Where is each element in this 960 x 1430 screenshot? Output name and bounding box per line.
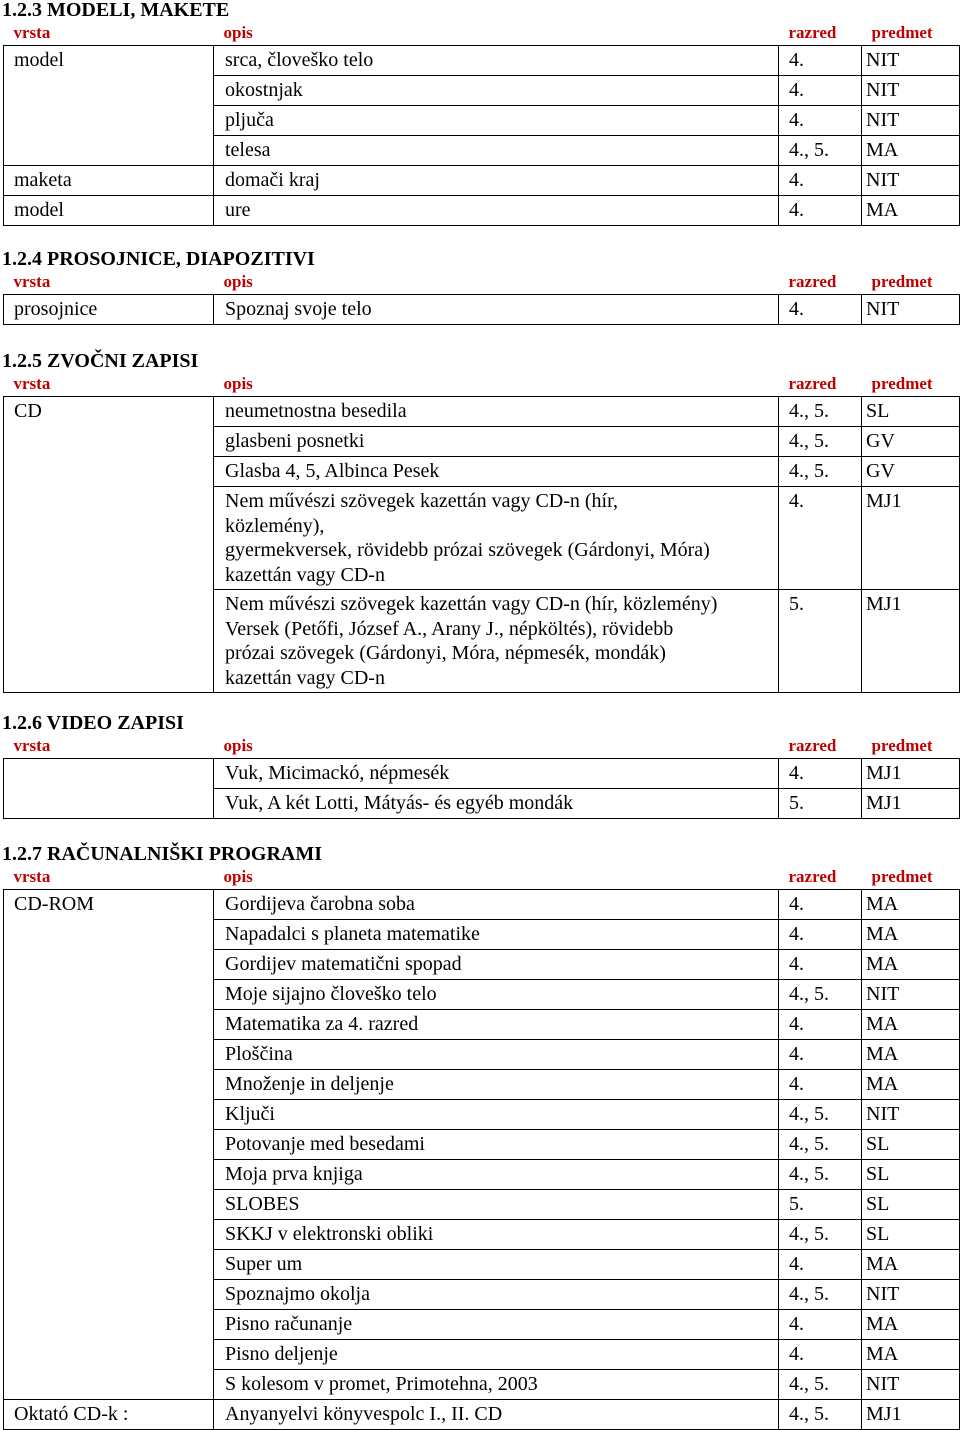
table-row (4, 1070, 960, 1100)
header-vrsta: vrsta (13, 23, 51, 42)
cell-vrsta (4, 457, 214, 487)
cell-predmet: SL (862, 1130, 960, 1160)
cell-razred: 4. (779, 487, 862, 590)
cell-vrsta (4, 1040, 214, 1070)
cell-opis: okostnjak (214, 76, 779, 106)
cell-razred: 4., 5. (779, 397, 862, 427)
cell-opis: SKKJ v elektronski obliki (214, 1220, 779, 1250)
table-row (4, 759, 960, 789)
cell-razred: 4., 5. (779, 1400, 862, 1430)
cell-razred: 4. (779, 295, 862, 325)
cell-vrsta (4, 106, 214, 136)
header-razred: razred (788, 23, 837, 42)
cell-vrsta: CD (4, 397, 214, 427)
table-header-row (4, 21, 960, 46)
cell-opis: Moje sijajno človeško telo (214, 980, 779, 1010)
table-row (4, 1250, 960, 1280)
cell-razred: 4., 5. (779, 980, 862, 1010)
cell-opis: Ključi (214, 1100, 779, 1130)
table-row (4, 46, 960, 76)
cell-razred: 4., 5. (779, 427, 862, 457)
cell-predmet: GV (862, 427, 960, 457)
header-opis: opis (223, 867, 253, 886)
table-row (4, 1160, 960, 1190)
header-razred: razred (788, 374, 837, 393)
section-video-zapisi (0, 713, 960, 819)
cell-vrsta (4, 1010, 214, 1040)
cell-opis: Gordijev matematični spopad (214, 950, 779, 980)
table-row (4, 1340, 960, 1370)
cell-razred: 4., 5. (779, 1220, 862, 1250)
table-row (4, 950, 960, 980)
cell-predmet: SL (862, 1160, 960, 1190)
cell-opis: Ploščina (214, 1040, 779, 1070)
table-header-row (4, 270, 960, 295)
cell-razred: 5. (779, 789, 862, 819)
cell-vrsta: Oktató CD-k : (4, 1400, 214, 1430)
table-prosojnice (3, 270, 960, 325)
cell-predmet: SL (862, 1220, 960, 1250)
cell-razred: 4., 5. (779, 1100, 862, 1130)
table-row (4, 890, 960, 920)
table-row (4, 487, 960, 590)
cell-razred: 4. (779, 76, 862, 106)
cell-vrsta: model (4, 46, 214, 76)
header-razred: razred (788, 736, 837, 755)
table-row (4, 1190, 960, 1220)
cell-razred: 4. (779, 196, 862, 226)
table-header-row (4, 734, 960, 759)
section-prosojnice (0, 249, 960, 325)
header-opis: opis (223, 272, 253, 291)
section-title: 1.2.7 RAČUNALNIŠKI PROGRAMI (2, 843, 323, 865)
cell-razred: 4. (779, 1340, 862, 1370)
cell-predmet: MA (862, 136, 960, 166)
cell-opis: SLOBES (214, 1190, 779, 1220)
cell-vrsta (4, 136, 214, 166)
table-row (4, 980, 960, 1010)
table-row (4, 1100, 960, 1130)
cell-predmet: NIT (862, 46, 960, 76)
table-row (4, 1040, 960, 1070)
cell-opis (214, 590, 779, 693)
cell-vrsta: CD-ROM (4, 890, 214, 920)
table-zvocni-zapisi (3, 372, 960, 693)
table-row (4, 397, 960, 427)
cell-opis: srca, človeško telo (214, 46, 779, 76)
cell-vrsta (4, 1370, 214, 1400)
cell-opis: Potovanje med besedami (214, 1130, 779, 1160)
cell-predmet: MA (862, 196, 960, 226)
cell-razred: 4. (779, 1010, 862, 1040)
cell-opis: Anyanyelvi könyvespolc I., II. CD (214, 1400, 779, 1430)
table-row (4, 427, 960, 457)
cell-vrsta: maketa (4, 166, 214, 196)
opis-line: kazettán vagy CD-n (225, 563, 385, 586)
cell-vrsta (4, 920, 214, 950)
cell-razred: 4., 5. (779, 1280, 862, 1310)
cell-predmet: MA (862, 1040, 960, 1070)
cell-vrsta (4, 1130, 214, 1160)
cell-razred: 4., 5. (779, 136, 862, 166)
table-header-row (4, 865, 960, 890)
table-video-zapisi (3, 734, 960, 819)
header-vrsta: vrsta (13, 736, 51, 755)
table-row (4, 1280, 960, 1310)
header-predmet: predmet (871, 23, 933, 42)
cell-vrsta (4, 1280, 214, 1310)
cell-opis: Vuk, A két Lotti, Mátyás- és egyéb mondák (214, 789, 779, 819)
header-predmet: predmet (871, 867, 933, 886)
table-header-row (4, 372, 960, 397)
cell-predmet: NIT (862, 76, 960, 106)
cell-vrsta (4, 1070, 214, 1100)
cell-vrsta (4, 1250, 214, 1280)
cell-razred: 4., 5. (779, 1160, 862, 1190)
cell-razred: 5. (779, 590, 862, 693)
cell-predmet: MA (862, 1010, 960, 1040)
table-row (4, 106, 960, 136)
cell-predmet: NIT (862, 1280, 960, 1310)
table-racunalniski-programi (3, 865, 960, 1430)
cell-opis: Glasba 4, 5, Albinca Pesek (214, 457, 779, 487)
cell-razred: 4. (779, 920, 862, 950)
header-razred: razred (788, 867, 837, 886)
table-row (4, 1310, 960, 1340)
cell-opis: pljuča (214, 106, 779, 136)
opis-line: Versek (Petőfi, József A., Arany J., népköltés), rövidebb (225, 617, 674, 640)
cell-opis: Vuk, Micimackó, népmesék (214, 759, 779, 789)
header-predmet: predmet (871, 272, 933, 291)
opis-line: Nem művészi szövegek kazettán vagy CD-n (hír, közlemény) (225, 593, 718, 615)
header-razred: razred (788, 272, 837, 291)
cell-predmet: MA (862, 950, 960, 980)
section-modeli-makete (0, 0, 960, 226)
cell-predmet: MJ1 (862, 1400, 960, 1430)
header-opis: opis (223, 736, 253, 755)
table-row (4, 76, 960, 106)
cell-vrsta (4, 950, 214, 980)
table-row (4, 789, 960, 819)
table-row (4, 295, 960, 325)
table-row (4, 920, 960, 950)
cell-razred: 4., 5. (779, 1130, 862, 1160)
cell-razred: 4., 5. (779, 457, 862, 487)
cell-opis: Moja prva knjiga (214, 1160, 779, 1190)
table-row (4, 457, 960, 487)
cell-vrsta: model (4, 196, 214, 226)
section-title: 1.2.4 PROSOJNICE, DIAPOZITIVI (2, 248, 315, 270)
section-racunalniski-programi (0, 844, 960, 1430)
table-row (4, 196, 960, 226)
header-vrsta: vrsta (13, 374, 51, 393)
table-row (4, 1130, 960, 1160)
cell-vrsta (4, 1340, 214, 1370)
cell-vrsta (4, 487, 214, 590)
cell-razred: 4. (779, 890, 862, 920)
cell-predmet: NIT (862, 1100, 960, 1130)
cell-vrsta (4, 1190, 214, 1220)
section-title: 1.2.6 VIDEO ZAPISI (2, 712, 184, 734)
cell-opis (214, 487, 779, 590)
cell-opis: Pisno deljenje (214, 1340, 779, 1370)
cell-predmet: NIT (862, 166, 960, 196)
cell-opis: ure (214, 196, 779, 226)
cell-razred: 4. (779, 1310, 862, 1340)
cell-vrsta (4, 789, 214, 819)
opis-line: közlemény), (225, 514, 325, 537)
cell-predmet: MJ1 (862, 759, 960, 789)
cell-vrsta (4, 759, 214, 789)
cell-predmet: MA (862, 920, 960, 950)
cell-predmet: NIT (862, 295, 960, 325)
cell-predmet: GV (862, 457, 960, 487)
cell-predmet: SL (862, 397, 960, 427)
cell-razred: 4. (779, 1250, 862, 1280)
opis-line: prózai szövegek (Gárdonyi, Móra, népmesék, mondák) (225, 642, 666, 664)
cell-opis: Super um (214, 1250, 779, 1280)
cell-predmet: MA (862, 1310, 960, 1340)
cell-vrsta (4, 1160, 214, 1190)
cell-predmet: MA (862, 1340, 960, 1370)
table-row (4, 136, 960, 166)
header-vrsta: vrsta (13, 272, 51, 291)
cell-opis: S kolesom v promet, Primotehna, 2003 (214, 1370, 779, 1400)
cell-predmet: MJ1 (862, 590, 960, 693)
cell-razred: 4. (779, 46, 862, 76)
table-modeli-makete (3, 21, 960, 226)
cell-opis: Spoznaj svoje telo (214, 295, 779, 325)
header-opis: opis (223, 374, 253, 393)
cell-opis: glasbeni posnetki (214, 427, 779, 457)
cell-razred: 4. (779, 950, 862, 980)
section-zvocni-zapisi (0, 351, 960, 693)
cell-razred: 4. (779, 759, 862, 789)
header-opis: opis (223, 23, 253, 42)
cell-razred: 4. (779, 1070, 862, 1100)
cell-vrsta: prosojnice (4, 295, 214, 325)
cell-opis: neumetnostna besedila (214, 397, 779, 427)
cell-predmet: NIT (862, 1370, 960, 1400)
cell-razred: 4. (779, 166, 862, 196)
section-title: 1.2.5 ZVOČNI ZAPISI (2, 350, 199, 372)
cell-opis: Pisno računanje (214, 1310, 779, 1340)
cell-vrsta (4, 1310, 214, 1340)
cell-vrsta (4, 76, 214, 106)
cell-vrsta (4, 427, 214, 457)
cell-opis: telesa (214, 136, 779, 166)
cell-predmet: MJ1 (862, 789, 960, 819)
cell-vrsta (4, 980, 214, 1010)
opis-line: Nem művészi szövegek kazettán vagy CD-n (hír, (225, 490, 618, 512)
cell-razred: 5. (779, 1190, 862, 1220)
cell-razred: 4., 5. (779, 1370, 862, 1400)
cell-vrsta (4, 590, 214, 693)
cell-opis: Spoznajmo okolja (214, 1280, 779, 1310)
opis-line: kazettán vagy CD-n (225, 666, 385, 689)
cell-opis: domači kraj (214, 166, 779, 196)
table-row (4, 1220, 960, 1250)
section-title: 1.2.3 MODELI, MAKETE (2, 0, 230, 21)
header-predmet: predmet (871, 736, 933, 755)
cell-vrsta (4, 1220, 214, 1250)
table-row (4, 590, 960, 693)
header-vrsta: vrsta (13, 867, 51, 886)
table-row (4, 1370, 960, 1400)
cell-opis: Napadalci s planeta matematike (214, 920, 779, 950)
cell-predmet: MA (862, 1070, 960, 1100)
cell-razred: 4. (779, 1040, 862, 1070)
header-predmet: predmet (871, 374, 933, 393)
cell-vrsta (4, 1100, 214, 1130)
table-row (4, 1400, 960, 1430)
cell-predmet: SL (862, 1190, 960, 1220)
cell-razred: 4. (779, 106, 862, 136)
cell-predmet: MA (862, 890, 960, 920)
table-row (4, 166, 960, 196)
cell-predmet: MA (862, 1250, 960, 1280)
cell-opis: Matematika za 4. razred (214, 1010, 779, 1040)
cell-opis: Množenje in deljenje (214, 1070, 779, 1100)
cell-opis: Gordijeva čarobna soba (214, 890, 779, 920)
cell-predmet: NIT (862, 980, 960, 1010)
opis-line: gyermekversek, rövidebb prózai szövegek (Gárdonyi, Móra) (225, 539, 710, 561)
table-row (4, 1010, 960, 1040)
cell-predmet: MJ1 (862, 487, 960, 590)
cell-predmet: NIT (862, 106, 960, 136)
